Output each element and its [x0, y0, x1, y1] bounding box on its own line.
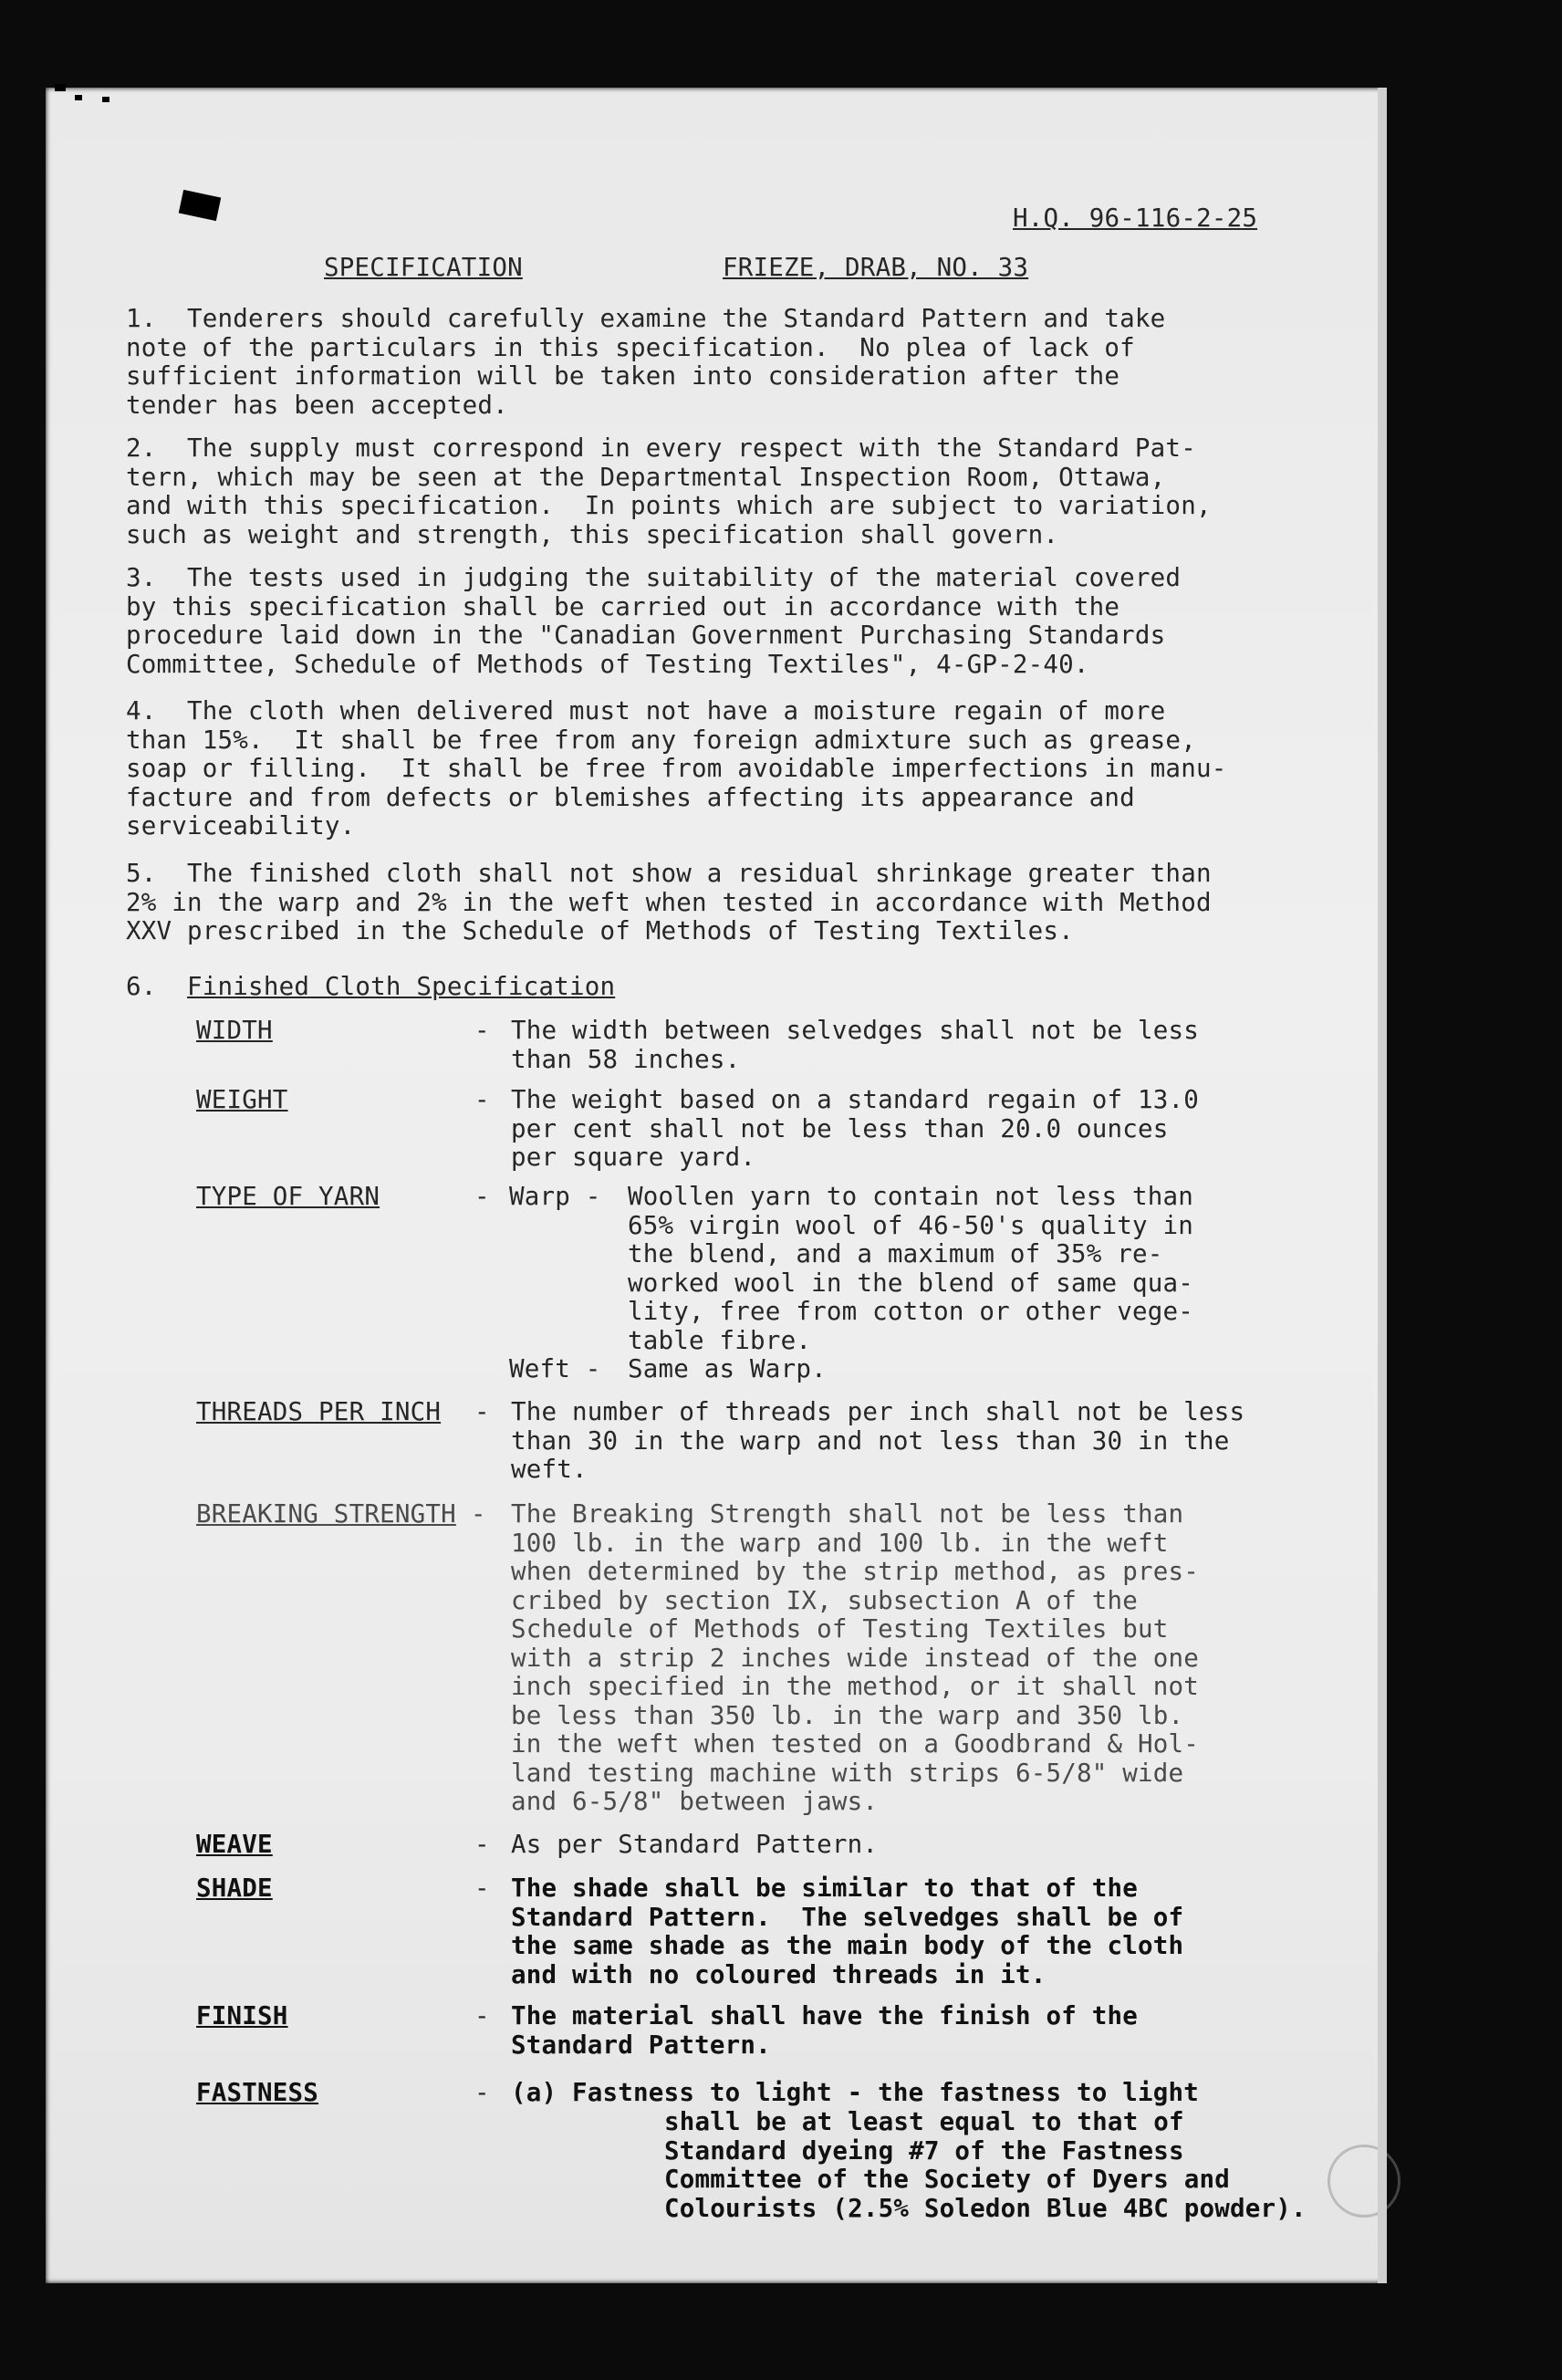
- punch-mark: [179, 190, 221, 221]
- scan-speck: [75, 95, 82, 100]
- spec-dash: -: [474, 1397, 490, 1426]
- text-line: note of the particulars in this specification. No plea of lack of: [126, 332, 1135, 362]
- spec-label-fastness: FASTNESS: [196, 2078, 319, 2107]
- spec-dash: -: [471, 1499, 486, 1529]
- text-line: The shade shall be similar to that of the: [511, 1874, 1139, 1903]
- section-6-heading: [126, 973, 615, 1002]
- spec-dash: -: [474, 1182, 490, 1211]
- text-line: procedure laid down in the "Canadian Government Purchasing Standards: [126, 621, 1166, 650]
- text-line: The width between selvedges shall not be less: [511, 1016, 1200, 1045]
- spec-label-weight: WEIGHT: [196, 1085, 288, 1114]
- section-number: 6.: [126, 972, 157, 1001]
- weft-label: Weft -: [509, 1354, 601, 1383]
- text-line: Committee of the Society of Dyers and: [664, 2165, 1230, 2194]
- document-title: SPECIFICATION: [324, 253, 523, 282]
- paragraph-3: [126, 564, 1181, 679]
- text-line: sufficient information will be taken into consideration after the: [126, 361, 1120, 391]
- text-line: cribed by section IX, subsection A of the: [511, 1585, 1139, 1615]
- text-line: with a strip 2 inches wide instead of the one: [511, 1643, 1200, 1673]
- text-line: per cent shall not be less than 20.0 ounces: [511, 1113, 1169, 1143]
- spec-label-threads-per-inch: THREADS PER INCH: [196, 1397, 442, 1426]
- spec-dash: -: [474, 1830, 490, 1859]
- text-line: land testing machine with strips 6-5/8" wide: [511, 1758, 1184, 1788]
- spec-label-type-of-yarn: TYPE OF YARN: [196, 1182, 380, 1211]
- text-line: Colourists (2.5% Soledon Blue 4BC powder).: [664, 2193, 1307, 2223]
- spec-label-finish: FINISH: [196, 2001, 288, 2030]
- spec-label-shade: SHADE: [196, 1874, 273, 1903]
- spec-value-fastness-continued: [664, 2108, 1307, 2223]
- text-line: and 6-5/8" between jaws.: [511, 1787, 879, 1816]
- text-line: the same shade as the main body of the cloth: [511, 1931, 1184, 1960]
- text-line: the blend, and a maximum of 35% re-: [628, 1239, 1163, 1268]
- text-line: facture and from defects or blemishes affecting its appearance and: [126, 782, 1135, 812]
- text-line: 2% in the warp and 2% in the weft when tested in accordance with Method: [126, 887, 1212, 917]
- spec-value-fastness-light: (a) Fastness to light - the fastness to light: [511, 2078, 1200, 2107]
- spec-dash: -: [474, 2078, 490, 2107]
- text-line: 1. Tenderers should carefully examine the Standard Pattern and take: [126, 304, 1166, 333]
- spec-dash: -: [474, 2001, 490, 2030]
- text-line: The material shall have the finish of the: [511, 2001, 1139, 2030]
- spec-dash: -: [474, 1874, 490, 1903]
- text-line: Standard dyeing #7 of the Fastness: [664, 2135, 1184, 2166]
- spec-value-weft: Same as Warp.: [628, 1354, 827, 1383]
- text-line: 65% virgin wool of 46-50's quality in: [628, 1210, 1193, 1240]
- spec-value-finish: [511, 2002, 1138, 2060]
- text-line: per square yard.: [511, 1143, 756, 1172]
- paragraph-1: [126, 305, 1165, 420]
- text-line: tender has been accepted.: [126, 390, 508, 420]
- section-title: Finished Cloth Specification: [187, 972, 616, 1001]
- spec-value-breaking-strength: [511, 1500, 1199, 1817]
- spec-value-weave: [511, 1831, 878, 1860]
- text-line: by this specification shall be carried out in accordance with the: [126, 591, 1120, 621]
- text-line: Schedule of Methods of Testing Textiles but: [511, 1614, 1169, 1644]
- text-line: As per Standard Pattern.: [511, 1830, 879, 1859]
- spec-dash: -: [474, 1085, 490, 1114]
- spec-value-threads: [511, 1398, 1244, 1485]
- document-page: [46, 88, 1387, 2283]
- text-line: than 58 inches.: [511, 1044, 741, 1074]
- text-line: inch specified in the method, or it shall not: [511, 1672, 1200, 1701]
- text-line: and with no coloured threads in it.: [511, 1959, 1047, 1989]
- text-line: shall be at least equal to that of: [664, 2107, 1184, 2136]
- text-line: 2. The supply must correspond in every respect with the Standard Pat-: [126, 433, 1196, 463]
- text-line: when determined by the strip method, as pres-: [511, 1557, 1200, 1586]
- text-line: table fibre.: [628, 1325, 812, 1355]
- text-line: worked wool in the blend of same qua-: [628, 1268, 1193, 1298]
- text-line: and with this specification. In points which are subject to variation,: [126, 491, 1212, 520]
- text-line: Standard Pattern.: [511, 2030, 771, 2060]
- text-line: XXV prescribed in the Schedule of Methods of Testing Textiles.: [126, 916, 1074, 945]
- text-line: tern, which may be seen at the Departmental Inspection Room, Ottawa,: [126, 462, 1166, 492]
- text-line: than 30 in the warp and not less than 30 in the: [511, 1425, 1230, 1456]
- scan-speck: [102, 97, 109, 102]
- warp-label: Warp -: [509, 1182, 601, 1211]
- text-line: soap or filling. It shall be free from avoidable imperfections in manu-: [126, 754, 1227, 783]
- text-line: The Breaking Strength shall not be less than: [511, 1499, 1184, 1529]
- text-line: 5. The finished cloth shall not show a residual shrinkage greater than: [126, 859, 1212, 888]
- paragraph-2: [126, 434, 1212, 549]
- spec-label-weave: WEAVE: [196, 1830, 273, 1859]
- text-line: weft.: [511, 1455, 588, 1484]
- text-line: in the weft when tested on a Goodbrand & Hol-: [511, 1729, 1200, 1759]
- text-line: than 15%. It shall be free from any foreign admixture such as grease,: [126, 725, 1196, 755]
- paragraph-5: [126, 860, 1212, 946]
- text-line: Committee, Schedule of Methods of Testing Textiles", 4-GP-2-40.: [126, 649, 1089, 679]
- text-line: The number of threads per inch shall not be less: [511, 1397, 1245, 1426]
- spec-value-width: [511, 1017, 1199, 1074]
- spec-value-warp: [628, 1183, 1193, 1355]
- spec-label-breaking-strength: BREAKING STRENGTH: [196, 1499, 456, 1529]
- text-line: 4. The cloth when delivered must not have a moisture regain of more: [126, 696, 1166, 725]
- document-subtitle: FRIEZE, DRAB, NO. 33: [723, 253, 1029, 282]
- spec-value-shade: [511, 1874, 1183, 1989]
- text-line: 3. The tests used in judging the suitability of the material covered: [126, 563, 1182, 592]
- text-line: such as weight and strength, this specification shall govern.: [126, 519, 1059, 549]
- spec-label-width: WIDTH: [196, 1016, 273, 1045]
- text-line: Standard Pattern. The selvedges shall be of: [511, 1902, 1184, 1932]
- scan-speck: [55, 84, 66, 91]
- text-line: The weight based on a standard regain of 13.0: [511, 1085, 1200, 1114]
- text-line: serviceability.: [126, 811, 356, 840]
- text-line: lity, free from cotton or other vege-: [628, 1297, 1193, 1326]
- text-line: Woollen yarn to contain not less than: [628, 1182, 1193, 1211]
- file-reference: H.Q. 96-116-2-25: [1013, 204, 1258, 233]
- spec-value-weight: [511, 1086, 1199, 1173]
- text-line: 100 lb. in the warp and 100 lb. in the weft: [511, 1528, 1169, 1558]
- spec-dash: -: [474, 1016, 490, 1045]
- circular-stamp: [1328, 2145, 1401, 2218]
- text-line: be less than 350 lb. in the warp and 350 lb.: [511, 1700, 1184, 1730]
- paragraph-4: [126, 697, 1226, 841]
